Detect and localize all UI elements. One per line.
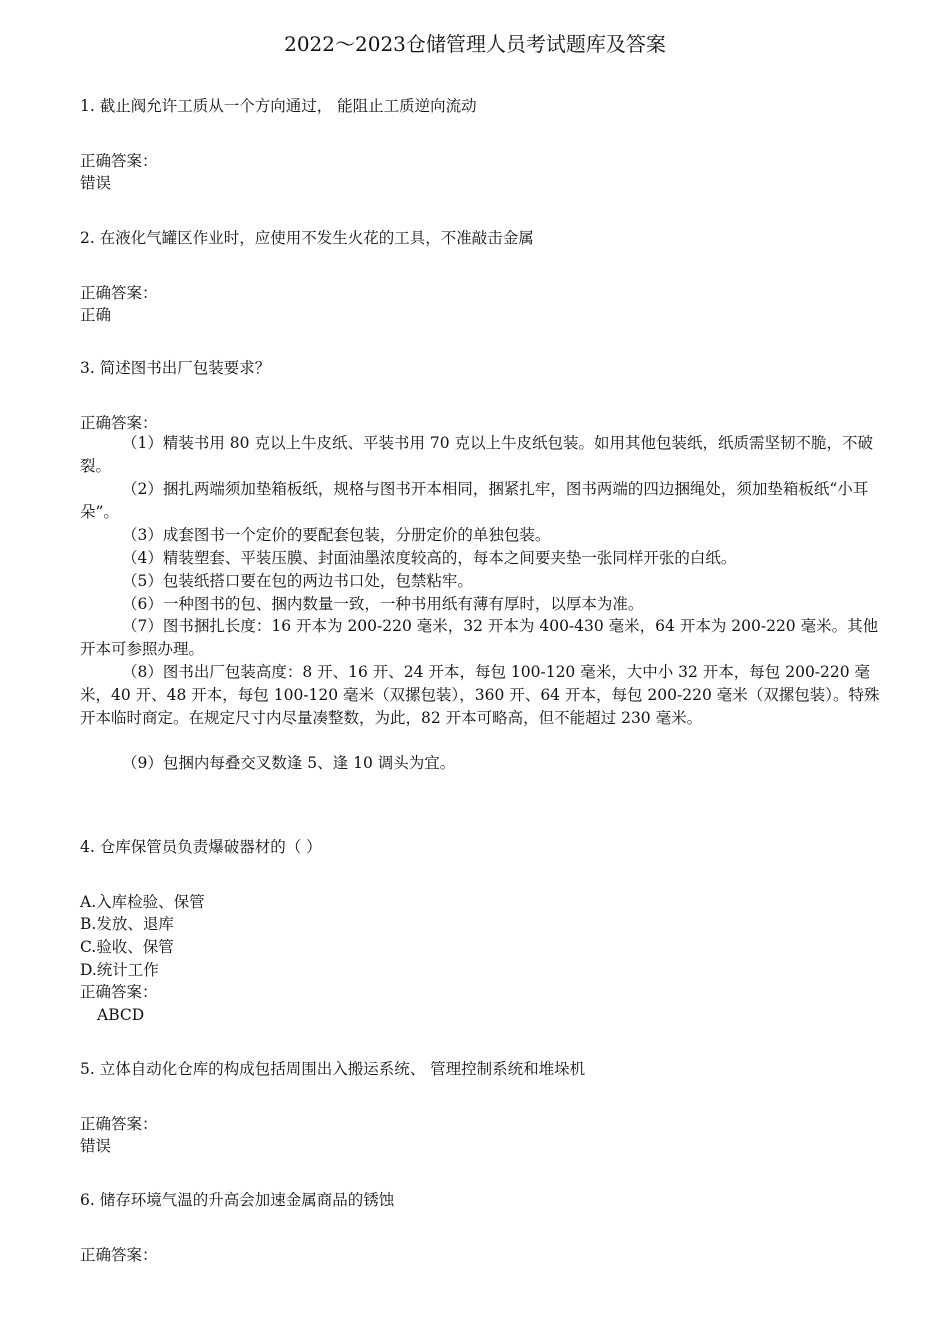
question-4-answer-label: 正确答案：: [80, 983, 158, 1001]
question-4-answer: ABCD: [97, 1006, 145, 1024]
question-1-answer: 错误: [80, 174, 112, 192]
question-3-answer-label: 正确答案：: [80, 414, 158, 432]
question-6-text: 6. 储存环境气温的升高会加速金属商品的锈蚀: [80, 1191, 395, 1209]
answer-point-9: （9）包捆内每叠交叉数逢 5、逢 10 调头为宜。: [122, 754, 456, 772]
answer-point-1: （1）精装书用 80 克以上牛皮纸、平装书用 70 克以上牛皮纸包装。如用其他包装纸，纸质需坚韧不脆，不破裂。: [80, 434, 874, 475]
question-4-option-c: C.验收、保管: [80, 938, 174, 956]
answer-point-6: （6）一种图书的包、捆内数量一致，一种书用纸有薄有厚时，以厚本为准。: [122, 595, 644, 613]
question-2-text: 2. 在液化气罐区作业时，应使用不发生火花的工具，不准敲击金属: [80, 229, 534, 247]
question-5-answer: 错误: [80, 1137, 112, 1155]
answer-point-8: （8）图书出厂包装高度：8 开、16 开、24 开本，每包 100-120 毫米，大中小 32 开本，每包 200-220 毫米，40 开、48 开本，每包 100-120 毫米（双摞包装），360 开、64 开本，每包 200-220 毫米（双摞包装）。特殊开本临时商定。在规定尺寸内尽量凑整数，为此，82 开本可略高，但不能超过 230 毫米。: [80, 663, 880, 727]
question-5-text: 5. 立体自动化仓库的构成包括周围出入搬运系统、 管理控制系统和堆垛机: [80, 1060, 586, 1078]
question-1-answer-label: 正确答案：: [80, 152, 158, 170]
question-2-answer-label: 正确答案：: [80, 284, 158, 302]
question-6-answer-label: 正确答案：: [80, 1246, 158, 1264]
answer-point-5: （5）包装纸搭口要在包的两边书口处，包禁粘牢。: [122, 572, 473, 590]
question-4-option-d: D.统计工作: [80, 961, 159, 979]
answer-point-3: （3）成套图书一个定价的要配套包装，分册定价的单独包装。: [122, 526, 551, 544]
answer-point-2: （2）捆扎两端须加垫箱板纸，规格与图书开本相同，捆紧扎牢，图书两端的四边捆绳处，须加垫箱板纸“小耳朵”。: [80, 480, 869, 521]
answer-point-7: （7）图书捆扎长度：16 开本为 200-220 毫米，32 开本为 400-430 毫米，64 开本为 200-220 毫米。其他开本可参照办理。: [80, 617, 879, 658]
question-3-text: 3. 简述图书出厂包装要求？: [80, 359, 271, 377]
question-2-answer: 正确: [80, 306, 112, 324]
answer-point-4: （4）精装塑套、平装压膜、封面油墨浓度较高的，每本之间要夹垫一张同样开张的白纸。: [122, 549, 737, 567]
question-5-answer-label: 正确答案：: [80, 1115, 158, 1133]
question-4-option-a: A.入库检验、保管: [80, 893, 205, 911]
document-title: 2022～2023仓储管理人员考试题库及答案: [284, 32, 666, 56]
question-1-text: 1. 截止阀允许工质从一个方向通过， 能阻止工质逆向流动: [80, 97, 477, 115]
question-4-text: 4. 仓库保管员负责爆破器材的（ ）: [80, 838, 322, 856]
question-4-option-b: B.发放、退库: [80, 915, 174, 933]
